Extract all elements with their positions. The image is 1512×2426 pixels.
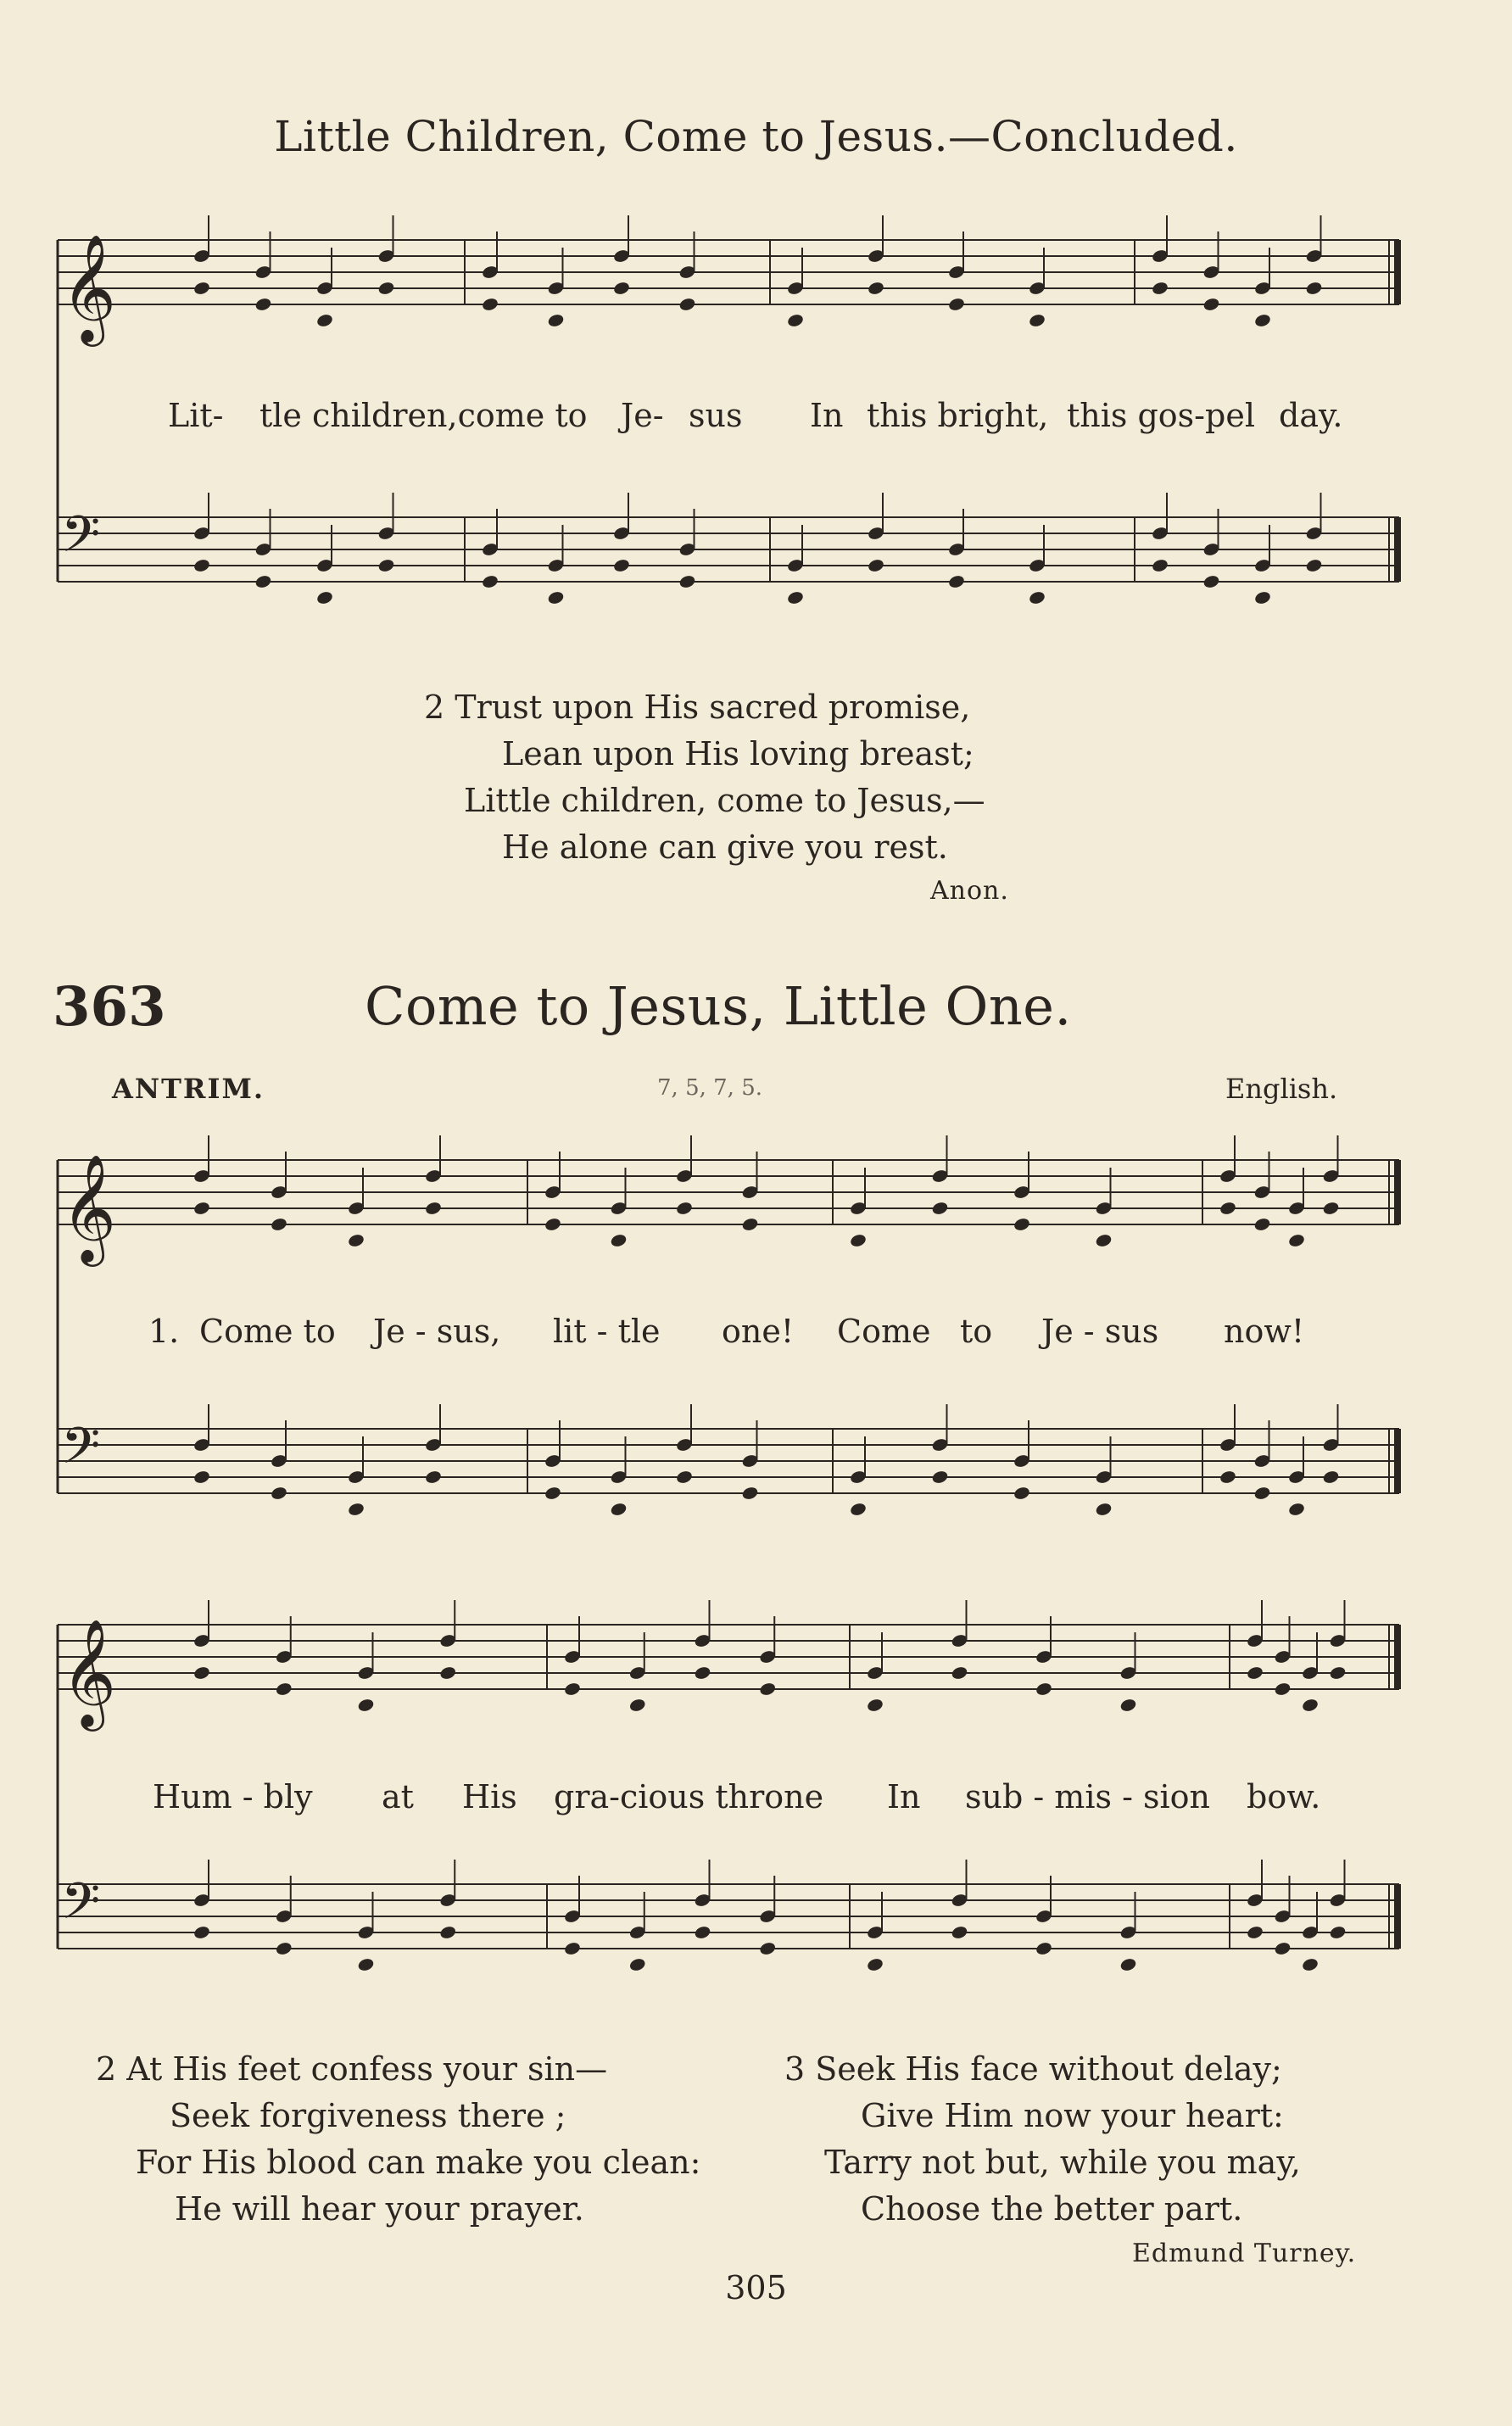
svg-text:𝄢: 𝄢: [61, 505, 101, 576]
svg-text:𝄢: 𝄢: [61, 1416, 101, 1487]
hymn-number: 363: [53, 975, 166, 1039]
lyric-word: Hum - bly: [153, 1778, 313, 1815]
lyric-word: lit - tle: [553, 1313, 661, 1350]
hymn-title: Come to Jesus, Little One.: [365, 975, 1072, 1037]
verse-line: Give Him now your heart:: [861, 2097, 1284, 2134]
lyric-word: Je - sus,: [373, 1313, 501, 1350]
verse-line: Seek forgiveness there ;: [170, 2097, 566, 2134]
lyric-word: now!: [1224, 1313, 1305, 1350]
verse-line: Tarry not but, while you may,: [824, 2144, 1301, 2181]
lyric-word: Come: [837, 1313, 931, 1350]
lyric-word: at: [382, 1778, 414, 1815]
meter: 7, 5, 7, 5.: [657, 1075, 763, 1101]
tune-origin: English.: [1225, 1073, 1338, 1105]
verse-line: 2 At His feet confess your sin—: [96, 2050, 608, 2088]
lyric-word: this gos-pel: [1067, 397, 1255, 434]
verse-line: For His blood can make you clean:: [136, 2144, 701, 2181]
lyric-word: Lit-: [168, 397, 224, 434]
section-title: Little Children, Come to Jesus.—Concluded.: [274, 112, 1238, 161]
page-number: 305: [725, 2269, 787, 2306]
svg-text:𝄞: 𝄞: [61, 1618, 117, 1726]
verse-line: Lean upon His loving breast;: [502, 735, 974, 772]
svg-text:𝄞: 𝄞: [61, 233, 117, 342]
lyric-word: In: [810, 397, 844, 434]
svg-text:𝄢: 𝄢: [61, 1871, 101, 1943]
lyric-word: sub - mis - sion: [965, 1778, 1210, 1815]
verse-line: 3 Seek His face without delay;: [784, 2050, 1282, 2088]
svg-text:𝄞: 𝄞: [61, 1153, 117, 1262]
lyric-word: Je - sus: [1041, 1313, 1159, 1350]
lyric-word: His: [462, 1778, 517, 1815]
verse-line: Little children, come to Jesus,—: [464, 782, 985, 819]
lyric-word: one!: [722, 1313, 795, 1350]
verse-line: He will hear your prayer.: [175, 2190, 584, 2228]
tune-name: ANTRIM.: [112, 1073, 265, 1105]
lyric-word: bow.: [1247, 1778, 1321, 1815]
verse-line: 2 Trust upon His sacred promise,: [424, 689, 971, 726]
lyric-word: Come to: [199, 1313, 336, 1350]
verse-line: Choose the better part.: [861, 2190, 1243, 2228]
lyric-word: Je-: [621, 397, 664, 434]
lyric-word: day.: [1279, 397, 1343, 434]
author-credit: Anon.: [930, 876, 1009, 906]
lyric-word: tle children,come to: [259, 397, 588, 434]
lyric-word: to: [960, 1313, 993, 1350]
lyric-word: this bright,: [867, 397, 1049, 434]
lyric-word: gra-cious throne: [554, 1778, 824, 1815]
lyric-word: In: [887, 1778, 921, 1815]
verse-line: He alone can give you rest.: [502, 828, 948, 866]
lyric-word: sus: [689, 397, 743, 434]
lyric-word: 1.: [148, 1313, 180, 1350]
author-credit: Edmund Turney.: [1132, 2239, 1357, 2268]
